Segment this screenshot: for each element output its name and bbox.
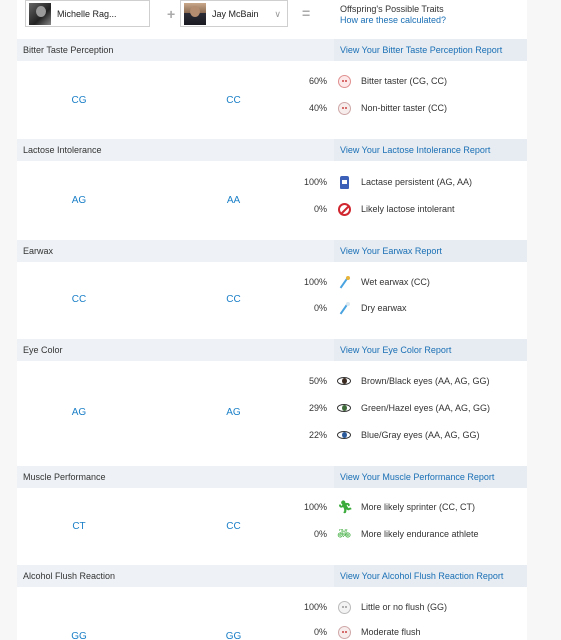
outcome-row xyxy=(299,400,527,416)
outcome-row xyxy=(299,201,527,217)
section-title: Alcohol Flush Reaction xyxy=(23,571,116,581)
parent2-genotype: CC xyxy=(226,521,241,532)
green-eye-icon xyxy=(337,401,351,415)
equals-icon: = xyxy=(302,5,311,21)
outcome-label: Non-bitter taster (CC) xyxy=(361,103,448,113)
outcome-row xyxy=(299,73,527,89)
sprinter-icon: 🏃︎ xyxy=(337,499,353,514)
section-header xyxy=(17,39,527,61)
parent2-selector[interactable] xyxy=(180,0,288,27)
outcome-percent: 100% xyxy=(303,177,327,187)
section-header xyxy=(17,466,527,488)
milk-carton-icon xyxy=(337,175,351,189)
outcome-row xyxy=(299,100,527,116)
parent1-selector[interactable] xyxy=(25,0,150,27)
section-header xyxy=(17,339,527,361)
section-title: Eye Color xyxy=(23,345,63,355)
outcome-label: Dry earwax xyxy=(361,303,407,313)
cyclist-icon: 🚲︎ xyxy=(337,527,351,540)
trait-section-eye-color xyxy=(17,339,527,463)
outcome-percent: 100% xyxy=(303,277,327,287)
trait-section-lactose-intolerance xyxy=(17,139,527,236)
plus-icon: + xyxy=(167,6,176,22)
outcome-percent: 0% xyxy=(313,529,327,539)
report-link[interactable]: View Your Bitter Taste Perception Report xyxy=(334,39,527,61)
outcome-percent: 100% xyxy=(303,502,327,512)
trait-section-alcohol-flush xyxy=(17,565,527,640)
outcome-row xyxy=(299,526,527,542)
outcome-percent: 50% xyxy=(308,376,327,386)
right-gutter xyxy=(527,0,561,640)
outcome-percent: 60% xyxy=(308,76,327,86)
trait-section-earwax xyxy=(17,240,527,336)
parent2-genotype: CC xyxy=(226,294,241,305)
outcome-percent: 0% xyxy=(313,303,327,313)
outcome-row xyxy=(299,300,527,316)
section-title: Muscle Performance xyxy=(23,472,106,482)
parent2-genotype: GG xyxy=(225,631,242,640)
no-flush-face-icon xyxy=(337,600,351,614)
report-link[interactable]: View Your Lactose Intolerance Report xyxy=(334,139,527,161)
dry-swab-icon xyxy=(337,301,351,315)
outcome-label: Moderate flush xyxy=(361,627,421,637)
parent1-genotype: CG xyxy=(71,95,87,106)
parent2-genotype: AG xyxy=(226,407,241,418)
report-link[interactable]: View Your Alcohol Flush Reaction Report xyxy=(334,565,527,587)
brown-eye-icon xyxy=(337,374,351,388)
outcome-label: Green/Hazel eyes (AA, AG, GG) xyxy=(361,403,491,413)
outcome-row xyxy=(299,624,527,640)
parent1-genotype: GG xyxy=(71,631,87,640)
how-calculated-link[interactable]: How are these calculated? xyxy=(340,15,447,25)
parent1-genotype: AG xyxy=(71,407,87,418)
chevron-down-icon[interactable]: ∨ xyxy=(274,9,281,19)
parent1-genotype: CC xyxy=(71,294,87,305)
offspring-header xyxy=(340,4,446,26)
outcome-row xyxy=(299,373,527,389)
outcome-label: Bitter taster (CG, CC) xyxy=(361,76,448,86)
outcome-percent: 22% xyxy=(308,430,327,440)
left-gutter xyxy=(0,0,17,640)
section-title: Lactose Intolerance xyxy=(23,145,102,155)
outcome-percent: 0% xyxy=(313,627,327,637)
avatar xyxy=(29,3,51,25)
report-link[interactable]: View Your Earwax Report xyxy=(334,240,527,262)
outcome-label: Wet earwax (CC) xyxy=(361,277,430,287)
parent1-genotype: CT xyxy=(72,521,86,532)
outcome-label: More likely sprinter (CC, CT) xyxy=(361,502,476,512)
outcome-percent: 100% xyxy=(303,602,327,612)
comparison-bar xyxy=(17,0,527,36)
section-header xyxy=(17,240,527,262)
outcome-row xyxy=(299,599,527,615)
wet-swab-icon xyxy=(337,275,351,289)
bitter-face-icon xyxy=(337,74,351,88)
outcome-percent: 29% xyxy=(308,403,327,413)
parent2-name: Jay McBain xyxy=(212,8,259,19)
report-link[interactable]: View Your Muscle Performance Report xyxy=(334,466,527,488)
offspring-title: Offspring's Possible Traits xyxy=(340,4,444,14)
outcome-row xyxy=(299,174,527,190)
outcome-label: Lactase persistent (AG, AA) xyxy=(361,177,473,187)
outcome-label: More likely endurance athlete xyxy=(361,529,479,539)
blue-eye-icon xyxy=(337,428,351,442)
trait-section-bitter-taste xyxy=(17,39,527,135)
outcome-percent: 40% xyxy=(308,103,327,113)
section-header xyxy=(17,565,527,587)
parent2-genotype: AA xyxy=(226,195,241,206)
parent1-genotype: AG xyxy=(71,195,87,206)
outcome-label: Likely lactose intolerant xyxy=(361,204,455,214)
no-milk-icon xyxy=(337,202,351,216)
outcome-label: Little or no flush (GG) xyxy=(361,602,448,612)
outcome-row xyxy=(299,499,527,515)
section-title: Bitter Taste Perception xyxy=(23,45,114,55)
outcome-percent: 0% xyxy=(313,204,327,214)
section-title: Earwax xyxy=(23,246,54,256)
outcome-row xyxy=(299,427,527,443)
flush-face-icon xyxy=(337,625,351,639)
neutral-face-icon xyxy=(337,101,351,115)
section-header xyxy=(17,139,527,161)
trait-section-muscle-performance xyxy=(17,466,527,563)
outcome-row xyxy=(299,274,527,290)
avatar xyxy=(184,3,206,25)
outcome-label: Blue/Gray eyes (AA, AG, GG) xyxy=(361,430,480,440)
outcome-label: Brown/Black eyes (AA, AG, GG) xyxy=(361,376,490,386)
parent1-name: Michelle Rag... xyxy=(57,8,117,19)
parent2-genotype: CC xyxy=(226,95,241,106)
report-link[interactable]: View Your Eye Color Report xyxy=(334,339,527,361)
